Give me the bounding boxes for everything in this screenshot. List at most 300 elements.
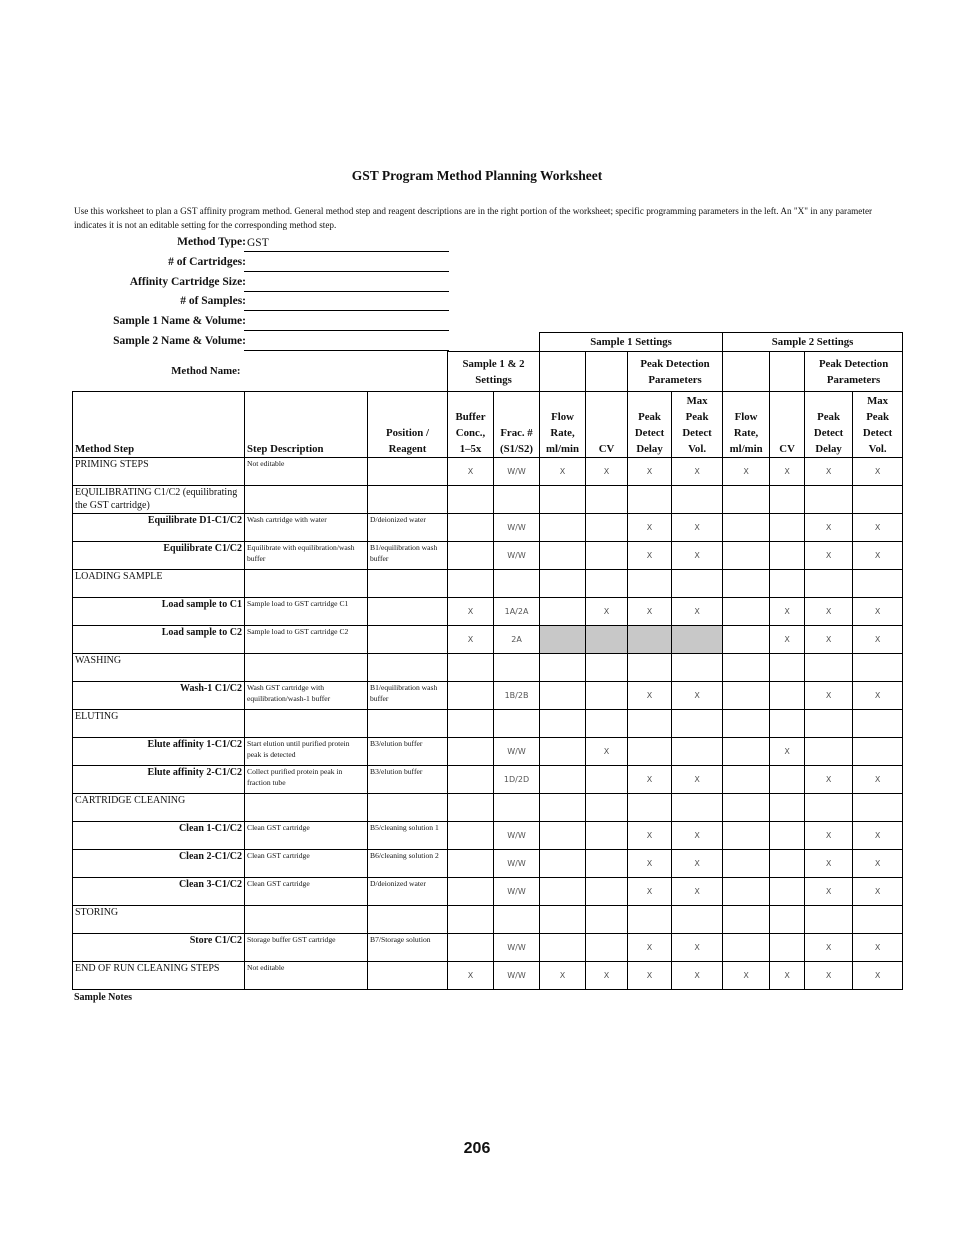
- section-label: ELUTING: [73, 710, 245, 738]
- parameter-cell[interactable]: [586, 766, 628, 794]
- parameter-cell[interactable]: [448, 486, 494, 514]
- col-s1-flow-rate: Flow Rate, ml/min: [540, 392, 586, 458]
- parameter-cell[interactable]: [770, 766, 805, 794]
- parameter-cell: W/W: [494, 878, 540, 906]
- parameter-cell: X: [540, 458, 586, 486]
- parameter-cell[interactable]: [723, 682, 770, 710]
- parameter-cell[interactable]: [770, 514, 805, 542]
- method-step-name: Elute affinity 1-C1/C2: [73, 738, 245, 766]
- parameter-cell: X: [672, 458, 723, 486]
- worksheet-title: GST Program Method Planning Worksheet: [351, 168, 603, 183]
- parameter-cell: X: [672, 598, 723, 626]
- parameter-cell[interactable]: [723, 822, 770, 850]
- parameter-cell[interactable]: [770, 794, 805, 822]
- parameter-cell[interactable]: [586, 710, 628, 738]
- position-reagent: B1/equilibration wash buffer: [368, 682, 448, 710]
- parameter-cell[interactable]: [770, 822, 805, 850]
- position-reagent: B3/elution buffer: [368, 738, 448, 766]
- method-step-name: Store C1/C2: [73, 934, 245, 962]
- step-description: Wash GST cartridge with equilibration/wash-1 buffer: [245, 682, 368, 710]
- parameter-cell[interactable]: [586, 570, 628, 598]
- parameter-cell[interactable]: [853, 906, 903, 934]
- method-step-name: Clean 1-C1/C2: [73, 822, 245, 850]
- parameter-cell: X: [723, 458, 770, 486]
- parameter-cell[interactable]: [540, 822, 586, 850]
- parameter-cell[interactable]: [448, 822, 494, 850]
- parameter-cell: X: [853, 626, 903, 654]
- parameter-cell: X: [805, 598, 853, 626]
- parameter-cell[interactable]: [494, 794, 540, 822]
- col-step-description: Step Description: [245, 392, 368, 458]
- parameter-cell[interactable]: [723, 934, 770, 962]
- s2-peak-detection-header: Peak Detection Parameters: [805, 352, 903, 392]
- method-planning-table: [72, 332, 903, 990]
- table-row: [73, 458, 903, 486]
- parameter-cell[interactable]: [628, 486, 672, 514]
- col-frac: Frac. # (S1/S2): [494, 392, 540, 458]
- parameter-cell: X: [628, 682, 672, 710]
- parameter-cell[interactable]: [540, 766, 586, 794]
- parameter-cell[interactable]: [540, 542, 586, 570]
- parameter-cell[interactable]: [448, 738, 494, 766]
- parameter-cell[interactable]: [723, 570, 770, 598]
- parameter-cell[interactable]: [853, 794, 903, 822]
- step-description: Sample load to GST cartridge C2: [245, 626, 368, 654]
- parameter-cell: X: [448, 962, 494, 990]
- parameter-cell[interactable]: [586, 850, 628, 878]
- col-s2-flow-rate: Flow Rate, ml/min: [723, 392, 770, 458]
- worksheet-intro: Use this worksheet to plan a GST affinity program method. General method step and reagent descriptions are in the right portion of the worksheet; specific programming parameters in the left. An "X" in any parameter indicates it is not an editable setting for the corresponding method step.: [74, 206, 873, 230]
- method-name-label: Method Name:: [171, 365, 241, 378]
- col-position-reagent: Position / Reagent: [368, 392, 448, 458]
- parameter-cell[interactable]: [586, 542, 628, 570]
- method-step-name: Equilibrate D1-C1/C2: [73, 514, 245, 542]
- table-row: [73, 794, 903, 822]
- parameter-cell[interactable]: [540, 598, 586, 626]
- parameter-cell[interactable]: [723, 486, 770, 514]
- position-reagent: [368, 458, 448, 486]
- parameter-cell: X: [672, 934, 723, 962]
- sample1-field: [74, 315, 246, 331]
- parameter-cell: W/W: [494, 850, 540, 878]
- parameter-cell: X: [628, 458, 672, 486]
- step-description: Clean GST cartridge: [245, 850, 368, 878]
- sample1-settings-header: Sample 1 Settings: [540, 333, 723, 352]
- parameter-cell[interactable]: [494, 906, 540, 934]
- parameter-cell: X: [853, 934, 903, 962]
- step-description: Start elution until purified protein peak is detected: [245, 738, 368, 766]
- parameter-cell[interactable]: [586, 878, 628, 906]
- parameter-cell[interactable]: [672, 738, 723, 766]
- parameter-cell: X: [628, 962, 672, 990]
- parameter-cell[interactable]: [540, 514, 586, 542]
- step-description: Storage buffer GST cartridge: [245, 934, 368, 962]
- parameter-cell[interactable]: [448, 934, 494, 962]
- parameter-cell: X: [448, 458, 494, 486]
- col-buffer-conc: Buffer Conc., 1–5x: [448, 392, 494, 458]
- parameter-cell: X: [853, 766, 903, 794]
- parameter-cell[interactable]: [628, 794, 672, 822]
- parameter-cell: X: [628, 598, 672, 626]
- position-reagent: [368, 794, 448, 822]
- parameter-cell[interactable]: [448, 850, 494, 878]
- parameter-cell[interactable]: [448, 794, 494, 822]
- method-type-line[interactable]: [244, 236, 449, 252]
- parameter-cell: X: [628, 514, 672, 542]
- parameter-cell[interactable]: [540, 794, 586, 822]
- parameter-cell[interactable]: [672, 570, 723, 598]
- parameter-cell[interactable]: [672, 906, 723, 934]
- parameter-cell: W/W: [494, 542, 540, 570]
- parameter-cell: X: [853, 822, 903, 850]
- parameter-cell: 1B/2B: [494, 682, 540, 710]
- parameter-cell[interactable]: [586, 906, 628, 934]
- col-s2-cv: CV: [770, 392, 805, 458]
- parameter-cell: X: [805, 850, 853, 878]
- parameter-cell[interactable]: [540, 570, 586, 598]
- section-label: WASHING: [73, 654, 245, 682]
- section-label: STORING: [73, 906, 245, 934]
- col-s1-max-peak-detect-vol: Max Peak Detect Vol.: [672, 392, 723, 458]
- step-description: [245, 570, 368, 598]
- parameter-cell: X: [805, 962, 853, 990]
- parameter-cell[interactable]: [628, 710, 672, 738]
- parameter-cell: X: [805, 458, 853, 486]
- table-row: [73, 906, 903, 934]
- step-description: [245, 906, 368, 934]
- parameter-cell: 1D/2D: [494, 766, 540, 794]
- parameter-cell: X: [672, 766, 723, 794]
- parameter-cell[interactable]: [448, 654, 494, 682]
- parameter-cell[interactable]: [805, 486, 853, 514]
- table-row: [73, 654, 903, 682]
- section-label: END OF RUN CLEANING STEPS: [73, 962, 245, 990]
- parameter-cell: X: [628, 542, 672, 570]
- method-step-name: Elute affinity 2-C1/C2: [73, 766, 245, 794]
- table-row: [73, 682, 903, 710]
- parameter-cell: X: [805, 626, 853, 654]
- parameter-cell[interactable]: [448, 766, 494, 794]
- step-description: [245, 654, 368, 682]
- parameter-cell[interactable]: [805, 570, 853, 598]
- parameter-cell: X: [805, 934, 853, 962]
- position-reagent: [368, 654, 448, 682]
- step-description: Collect purified protein peak in fraction tube: [245, 766, 368, 794]
- method-step-name: Clean 2-C1/C2: [73, 850, 245, 878]
- table-row: [73, 738, 903, 766]
- col-s1-peak-detect-delay: Peak Detect Delay: [628, 392, 672, 458]
- parameter-cell[interactable]: [540, 878, 586, 906]
- parameter-cell: X: [448, 626, 494, 654]
- parameter-cell[interactable]: [723, 766, 770, 794]
- col-method-step: Method Step: [73, 392, 245, 458]
- parameter-cell: X: [586, 458, 628, 486]
- position-reagent: B7/Storage solution: [368, 934, 448, 962]
- parameter-cell[interactable]: [448, 542, 494, 570]
- parameter-cell: X: [805, 514, 853, 542]
- parameter-cell[interactable]: [853, 486, 903, 514]
- step-description: Clean GST cartridge: [245, 878, 368, 906]
- parameter-cell[interactable]: [540, 486, 586, 514]
- page-number: 206: [463, 1140, 491, 1157]
- parameter-cell[interactable]: [723, 626, 770, 654]
- method-step-name: Clean 3-C1/C2: [73, 878, 245, 906]
- parameter-cell: X: [672, 850, 723, 878]
- parameter-cell: X: [805, 542, 853, 570]
- method-type-value: GST: [247, 237, 269, 249]
- position-reagent: D/deionized water: [368, 514, 448, 542]
- parameter-cell[interactable]: [540, 738, 586, 766]
- parameter-cell: X: [770, 598, 805, 626]
- parameter-cell: X: [586, 598, 628, 626]
- parameter-cell[interactable]: [770, 934, 805, 962]
- parameter-cell: X: [770, 458, 805, 486]
- step-description: [245, 794, 368, 822]
- parameter-cell: X: [586, 962, 628, 990]
- step-description: [245, 486, 368, 514]
- position-reagent: [368, 710, 448, 738]
- parameter-cell: X: [805, 766, 853, 794]
- parameter-cell[interactable]: [628, 654, 672, 682]
- table-row: [73, 626, 903, 654]
- table-row: [73, 542, 903, 570]
- section-label: EQUILIBRATING C1/C2 (equilibrating the GST cartridge): [73, 486, 245, 514]
- samples-field: [74, 295, 246, 311]
- parameter-cell[interactable]: [723, 598, 770, 626]
- cartridge-size-line[interactable]: [244, 276, 449, 292]
- parameter-cell: X: [853, 682, 903, 710]
- parameter-cell[interactable]: [628, 570, 672, 598]
- parameter-cell: X: [672, 822, 723, 850]
- parameter-cell[interactable]: [448, 682, 494, 710]
- table-row: [73, 598, 903, 626]
- parameter-cell[interactable]: [672, 710, 723, 738]
- table-row: [73, 878, 903, 906]
- table-row: [73, 514, 903, 542]
- parameter-cell[interactable]: [805, 906, 853, 934]
- parameter-cell[interactable]: [723, 710, 770, 738]
- parameter-cell[interactable]: [494, 486, 540, 514]
- parameter-cell[interactable]: [628, 738, 672, 766]
- table-row: [73, 570, 903, 598]
- parameter-cell: X: [628, 850, 672, 878]
- parameter-cell: X: [853, 850, 903, 878]
- sample1-label: Sample 1 Name & Volume:: [113, 315, 246, 327]
- parameter-cell[interactable]: [853, 570, 903, 598]
- parameter-cell[interactable]: [770, 486, 805, 514]
- parameter-cell: W/W: [494, 822, 540, 850]
- parameter-cell[interactable]: [586, 934, 628, 962]
- samples-label: # of Samples:: [180, 295, 246, 307]
- step-description: [245, 710, 368, 738]
- parameter-cell[interactable]: [723, 542, 770, 570]
- position-reagent: [368, 570, 448, 598]
- method-type-label: Method Type:: [177, 236, 246, 248]
- position-reagent: D/deionized water: [368, 878, 448, 906]
- cartridge-size-label: Affinity Cartridge Size:: [129, 276, 246, 288]
- parameter-cell: W/W: [494, 934, 540, 962]
- parameter-cell[interactable]: [770, 878, 805, 906]
- parameter-cell[interactable]: [628, 906, 672, 934]
- parameter-cell: X: [770, 962, 805, 990]
- parameter-cell[interactable]: [586, 654, 628, 682]
- parameter-cell[interactable]: [540, 654, 586, 682]
- parameter-cell: W/W: [494, 458, 540, 486]
- parameter-cell[interactable]: [853, 710, 903, 738]
- parameter-cell[interactable]: [586, 682, 628, 710]
- parameter-cell[interactable]: [770, 850, 805, 878]
- position-reagent: [368, 906, 448, 934]
- parameter-cell: X: [723, 962, 770, 990]
- parameter-cell[interactable]: [770, 654, 805, 682]
- parameter-cell[interactable]: [540, 934, 586, 962]
- table-row: [73, 486, 903, 514]
- parameter-cell[interactable]: [448, 570, 494, 598]
- parameter-cell: W/W: [494, 962, 540, 990]
- method-step-name: Wash-1 C1/C2: [73, 682, 245, 710]
- parameter-cell[interactable]: [672, 626, 723, 654]
- parameter-cell[interactable]: [723, 794, 770, 822]
- position-reagent: [368, 962, 448, 990]
- step-description: Clean GST cartridge: [245, 822, 368, 850]
- parameter-cell[interactable]: [628, 626, 672, 654]
- table-row: [73, 822, 903, 850]
- parameter-cell[interactable]: [494, 570, 540, 598]
- sample2-label: Sample 2 Name & Volume:: [113, 335, 246, 347]
- parameter-cell: X: [805, 682, 853, 710]
- step-description: Not editable: [245, 458, 368, 486]
- parameter-cell: X: [805, 822, 853, 850]
- parameter-cell: X: [805, 878, 853, 906]
- parameter-cell[interactable]: [770, 682, 805, 710]
- position-reagent: [368, 626, 448, 654]
- parameter-cell[interactable]: [540, 850, 586, 878]
- parameter-cell: X: [672, 878, 723, 906]
- parameter-cell: X: [770, 738, 805, 766]
- parameter-cell[interactable]: [672, 486, 723, 514]
- position-reagent: B1/equilibration wash buffer: [368, 542, 448, 570]
- parameter-cell: X: [672, 514, 723, 542]
- samples-line[interactable]: [244, 295, 449, 311]
- position-reagent: [368, 486, 448, 514]
- parameter-cell[interactable]: [586, 626, 628, 654]
- parameter-cell[interactable]: [723, 514, 770, 542]
- parameter-cell: X: [853, 514, 903, 542]
- table-row: [73, 766, 903, 794]
- parameter-cell[interactable]: [448, 710, 494, 738]
- sample-notes-label: Sample Notes: [74, 992, 133, 1003]
- parameter-cell: W/W: [494, 738, 540, 766]
- parameter-cell: X: [672, 542, 723, 570]
- s1-peak-detection-header: Peak Detection Parameters: [628, 352, 723, 392]
- parameter-cell[interactable]: [448, 878, 494, 906]
- sample12-settings-header: Sample 1 & 2 Settings: [448, 352, 540, 392]
- parameter-cell: W/W: [494, 514, 540, 542]
- parameter-cell[interactable]: [586, 822, 628, 850]
- parameter-cell[interactable]: [805, 710, 853, 738]
- parameter-cell: X: [672, 682, 723, 710]
- method-step-name: Load sample to C2: [73, 626, 245, 654]
- parameter-cell[interactable]: [540, 626, 586, 654]
- parameter-cell[interactable]: [586, 486, 628, 514]
- step-description: Sample load to GST cartridge C1: [245, 598, 368, 626]
- parameter-cell[interactable]: [853, 738, 903, 766]
- parameter-cell[interactable]: [723, 654, 770, 682]
- parameter-cell: X: [628, 766, 672, 794]
- parameter-cell: X: [540, 962, 586, 990]
- parameter-cell[interactable]: [494, 654, 540, 682]
- cartridges-field: [74, 256, 246, 272]
- position-reagent: B3/elution buffer: [368, 766, 448, 794]
- col-s1-cv: CV: [586, 392, 628, 458]
- parameter-cell: 1A/2A: [494, 598, 540, 626]
- parameter-cell[interactable]: [586, 794, 628, 822]
- position-reagent: B5/cleaning solution 1: [368, 822, 448, 850]
- parameter-cell[interactable]: [723, 878, 770, 906]
- parameter-cell: X: [628, 822, 672, 850]
- section-label: CARTRIDGE CLEANING: [73, 794, 245, 822]
- table-row: [73, 934, 903, 962]
- parameter-cell: X: [770, 626, 805, 654]
- parameter-cell: 2A: [494, 626, 540, 654]
- method-type-field: [74, 236, 246, 252]
- parameter-cell: X: [586, 738, 628, 766]
- parameter-cell: X: [853, 598, 903, 626]
- parameter-cell[interactable]: [540, 682, 586, 710]
- parameter-cell[interactable]: [853, 654, 903, 682]
- parameter-cell: X: [853, 878, 903, 906]
- parameter-cell[interactable]: [494, 710, 540, 738]
- cartridges-label: # of Cartridges:: [168, 256, 246, 268]
- parameter-cell[interactable]: [540, 906, 586, 934]
- parameter-cell[interactable]: [540, 710, 586, 738]
- method-name-line[interactable]: [245, 352, 448, 392]
- step-description: Wash cartridge with water: [245, 514, 368, 542]
- parameter-cell: X: [448, 598, 494, 626]
- col-s2-max-peak-detect-vol: Max Peak Detect Vol.: [853, 392, 903, 458]
- parameter-cell[interactable]: [672, 794, 723, 822]
- step-description: Equilibrate with equilibration/wash buffer: [245, 542, 368, 570]
- parameter-cell[interactable]: [448, 906, 494, 934]
- method-step-name: Equilibrate C1/C2: [73, 542, 245, 570]
- cartridges-line[interactable]: [244, 256, 449, 272]
- parameter-cell[interactable]: [448, 514, 494, 542]
- parameter-cell[interactable]: [723, 850, 770, 878]
- position-reagent: [368, 598, 448, 626]
- table-row: [73, 962, 903, 990]
- parameter-cell[interactable]: [770, 906, 805, 934]
- parameter-cell[interactable]: [805, 738, 853, 766]
- table-row: [73, 710, 903, 738]
- parameter-cell[interactable]: [770, 570, 805, 598]
- sample2-settings-header: Sample 2 Settings: [723, 333, 903, 352]
- sample1-line[interactable]: [244, 315, 449, 331]
- parameter-cell[interactable]: [723, 738, 770, 766]
- parameter-cell: X: [853, 962, 903, 990]
- parameter-cell[interactable]: [805, 654, 853, 682]
- cartridge-size-field: [74, 276, 246, 292]
- parameter-cell[interactable]: [770, 542, 805, 570]
- parameter-cell[interactable]: [586, 514, 628, 542]
- parameter-cell: X: [628, 934, 672, 962]
- parameter-cell: X: [628, 878, 672, 906]
- parameter-cell[interactable]: [672, 654, 723, 682]
- parameter-cell[interactable]: [805, 794, 853, 822]
- section-label: PRIMING STEPS: [73, 458, 245, 486]
- parameter-cell[interactable]: [723, 906, 770, 934]
- parameter-cell[interactable]: [770, 710, 805, 738]
- parameter-cell: X: [672, 962, 723, 990]
